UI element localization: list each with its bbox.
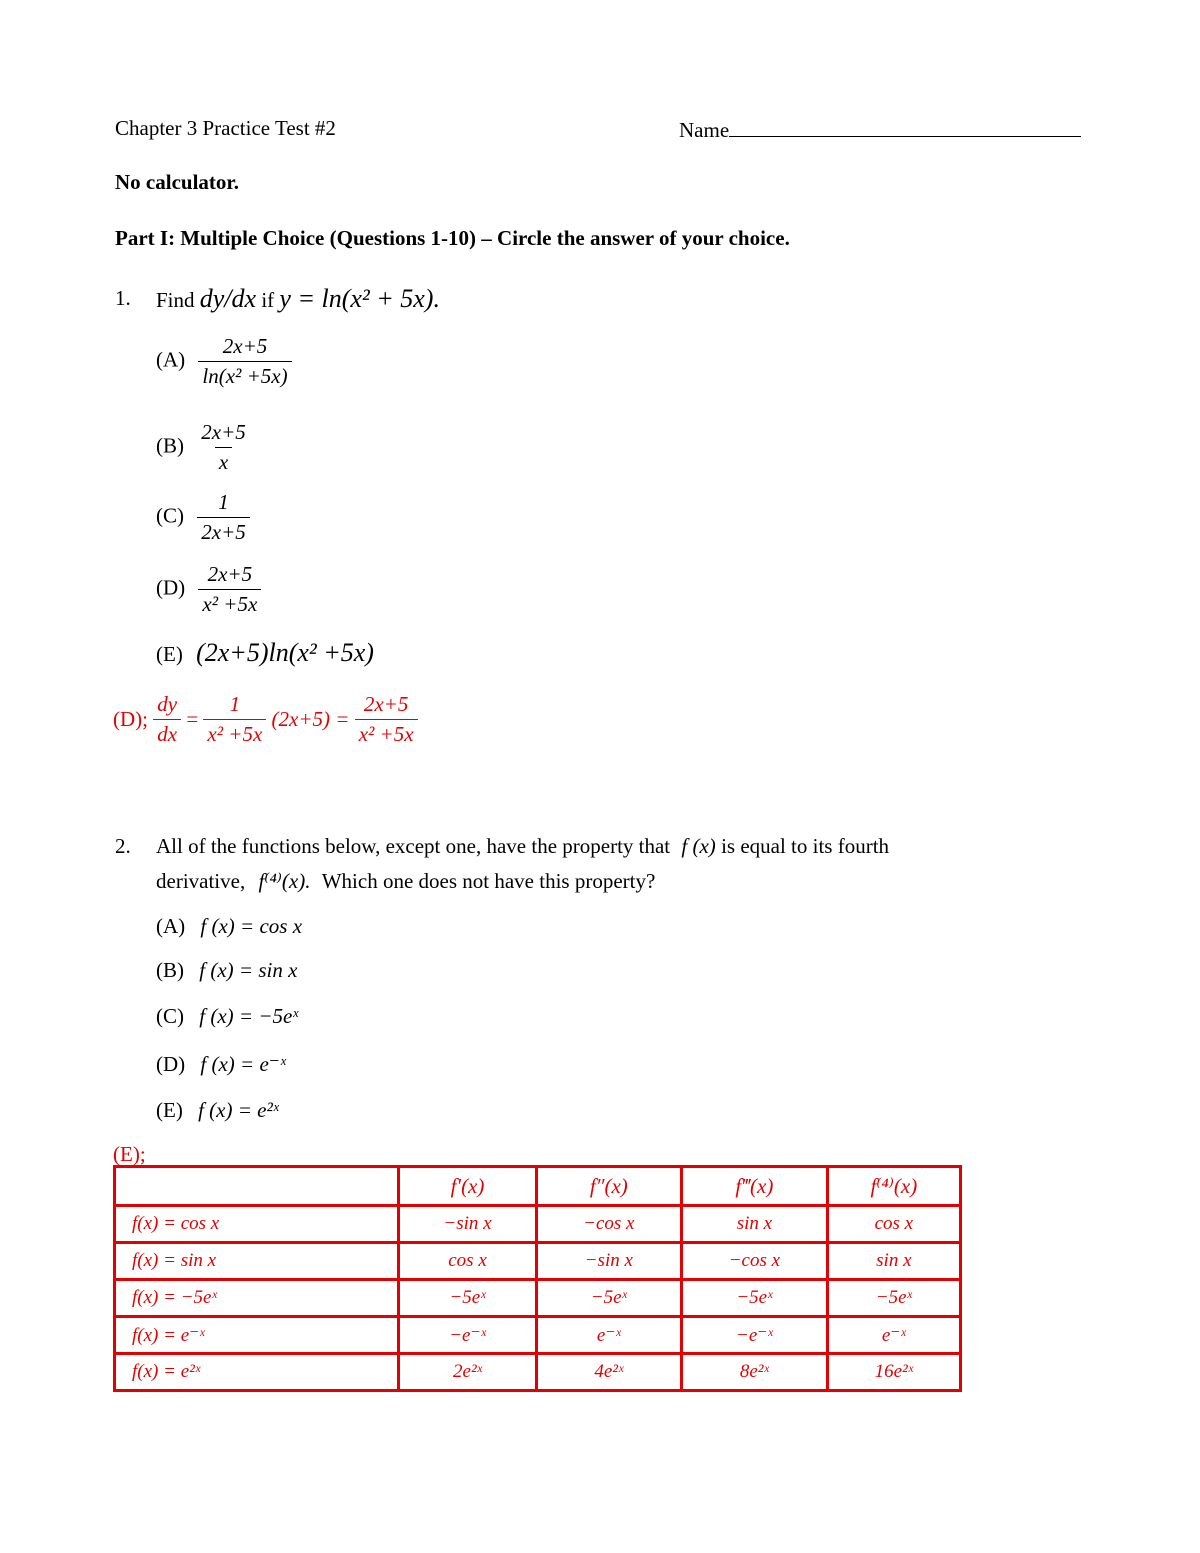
table-cell: sin x: [827, 1243, 960, 1280]
table-cell: −e⁻ˣ: [399, 1317, 536, 1354]
choice-text: f (x) = e⁻ˣ: [200, 1052, 286, 1076]
table-cell: 2e²ˣ: [399, 1354, 536, 1391]
table-cell: e⁻ˣ: [536, 1317, 682, 1354]
table-row: [115, 1354, 961, 1391]
page-title: Chapter 3 Practice Test #2: [115, 116, 336, 140]
q1-choice-d[interactable]: [156, 562, 261, 617]
part1-heading: Part I: Multiple Choice (Questions 1-10) – Circle the answer of your choice.: [115, 226, 790, 250]
answer-equals: =: [186, 707, 199, 731]
table-cell: −5eˣ: [827, 1280, 960, 1317]
choice-label: (E): [156, 1098, 183, 1122]
table-row-header: f(x) = −5eˣ: [115, 1280, 399, 1317]
answer-one: 1: [229, 692, 241, 716]
answer-dy: dy: [157, 692, 178, 716]
table-row-header: f(x) = e⁻ˣ: [115, 1317, 399, 1354]
table-cell: −cos x: [536, 1206, 682, 1243]
table-row-header: f(x) = sin x: [115, 1243, 399, 1280]
q2-line1-text: All of the functions below, except one, have the property that: [156, 834, 671, 858]
choice-numerator: 2x+5: [201, 420, 246, 444]
table-cell: 16e²ˣ: [827, 1354, 960, 1391]
choice-label: (D): [156, 575, 186, 600]
table-row: [115, 1280, 961, 1317]
q2-choice-d[interactable]: [156, 1052, 286, 1077]
choice-label: (C): [156, 503, 184, 528]
q2-choice-a[interactable]: [156, 914, 302, 939]
table-header-cell: f⁽⁴⁾(x): [827, 1167, 960, 1206]
q1-if: if: [261, 288, 275, 312]
q2-number: 2.: [115, 834, 131, 858]
table-cell: cos x: [399, 1243, 536, 1280]
q1-choice-c[interactable]: [156, 490, 250, 545]
choice-denominator: ln(x² +5x): [198, 361, 291, 389]
choice-denominator: 2x+5: [197, 517, 250, 545]
choice-denominator: x: [215, 447, 232, 475]
table-header-cell: f″(x): [536, 1167, 682, 1206]
q1-choice-e[interactable]: [156, 638, 374, 668]
table-cell: 4e²ˣ: [536, 1354, 682, 1391]
q2-prompt-line2: [156, 869, 655, 894]
answer-factor: (2x+5) =: [271, 707, 350, 731]
answer-num2: 2x+5: [363, 692, 409, 716]
table-header-cell: [115, 1167, 399, 1206]
name-field[interactable]: [679, 116, 1081, 143]
q2-line1-end: is equal to its fourth: [721, 834, 890, 858]
table-cell: e⁻ˣ: [827, 1317, 960, 1354]
choice-numerator: 2x+5: [222, 334, 268, 358]
table-cell: −5eˣ: [682, 1280, 828, 1317]
q2-line2-text: derivative,: [156, 869, 246, 893]
table-row-header: f(x) = cos x: [115, 1206, 399, 1243]
answer-dx: dx: [153, 719, 181, 747]
no-calculator-note: No calculator.: [115, 170, 240, 194]
q1-choice-a[interactable]: [156, 334, 292, 389]
table-cell: −e⁻ˣ: [682, 1317, 828, 1354]
table-row: [115, 1206, 961, 1243]
q2-answer-label: (E);: [113, 1142, 146, 1166]
choice-label: (A): [156, 914, 186, 938]
table-row: [115, 1243, 961, 1280]
derivative-table: [113, 1165, 962, 1392]
choice-label: (E): [156, 642, 183, 666]
table-cell: −sin x: [399, 1206, 536, 1243]
q2-fx: f (x): [681, 834, 716, 858]
table-header-row: [115, 1167, 961, 1206]
table-cell: −cos x: [682, 1243, 828, 1280]
choice-numerator: 1: [218, 490, 229, 514]
answer-den2: x² +5x: [355, 719, 418, 747]
choice-label: (B): [156, 958, 184, 982]
q1-number: 1.: [115, 286, 131, 310]
q2-f4: f⁽⁴⁾(x).: [258, 869, 311, 893]
q1-function: y = ln(x² + 5x).: [279, 284, 440, 313]
q1-answer: [113, 692, 418, 747]
choice-denominator: x² +5x: [198, 589, 261, 617]
q1-deriv: dy/dx: [199, 284, 257, 313]
table-cell: sin x: [682, 1206, 828, 1243]
q2-choice-c[interactable]: [156, 1004, 298, 1029]
choice-text: f (x) = −5eˣ: [199, 1004, 299, 1028]
choice-label: (D): [156, 1052, 186, 1076]
q2-choice-e[interactable]: [156, 1098, 279, 1123]
q2-choice-b[interactable]: [156, 958, 297, 983]
table-cell: cos x: [827, 1206, 960, 1243]
choice-label: (C): [156, 1004, 184, 1028]
choice-text: (2x+5)ln(x² +5x): [196, 638, 374, 667]
choice-numerator: 2x+5: [207, 562, 253, 586]
name-blank-line[interactable]: [729, 116, 1081, 137]
q1-prompt: [156, 284, 440, 314]
q2-prompt-line1: [156, 834, 889, 859]
choice-text: f (x) = cos x: [200, 914, 303, 938]
q1-choice-b[interactable]: [156, 420, 250, 475]
choice-text: f (x) = sin x: [199, 958, 298, 982]
table-cell: −5eˣ: [399, 1280, 536, 1317]
choice-label: (B): [156, 433, 184, 458]
answer-label: (D);: [113, 707, 148, 731]
choice-label: (A): [156, 347, 186, 372]
q2-line2-end: Which one does not have this property?: [321, 869, 656, 893]
table-row-header: f(x) = e²ˣ: [115, 1354, 399, 1391]
table-row: [115, 1317, 961, 1354]
table-cell: −sin x: [536, 1243, 682, 1280]
name-label: Name: [679, 118, 730, 142]
answer-den1: x² +5x: [203, 719, 266, 747]
table-header-cell: f′(x): [399, 1167, 536, 1206]
table-cell: 8e²ˣ: [682, 1354, 828, 1391]
q1-find: Find: [156, 288, 195, 312]
table-cell: −5eˣ: [536, 1280, 682, 1317]
choice-text: f (x) = e²ˣ: [198, 1098, 279, 1122]
table-header-cell: f‴(x): [682, 1167, 828, 1206]
